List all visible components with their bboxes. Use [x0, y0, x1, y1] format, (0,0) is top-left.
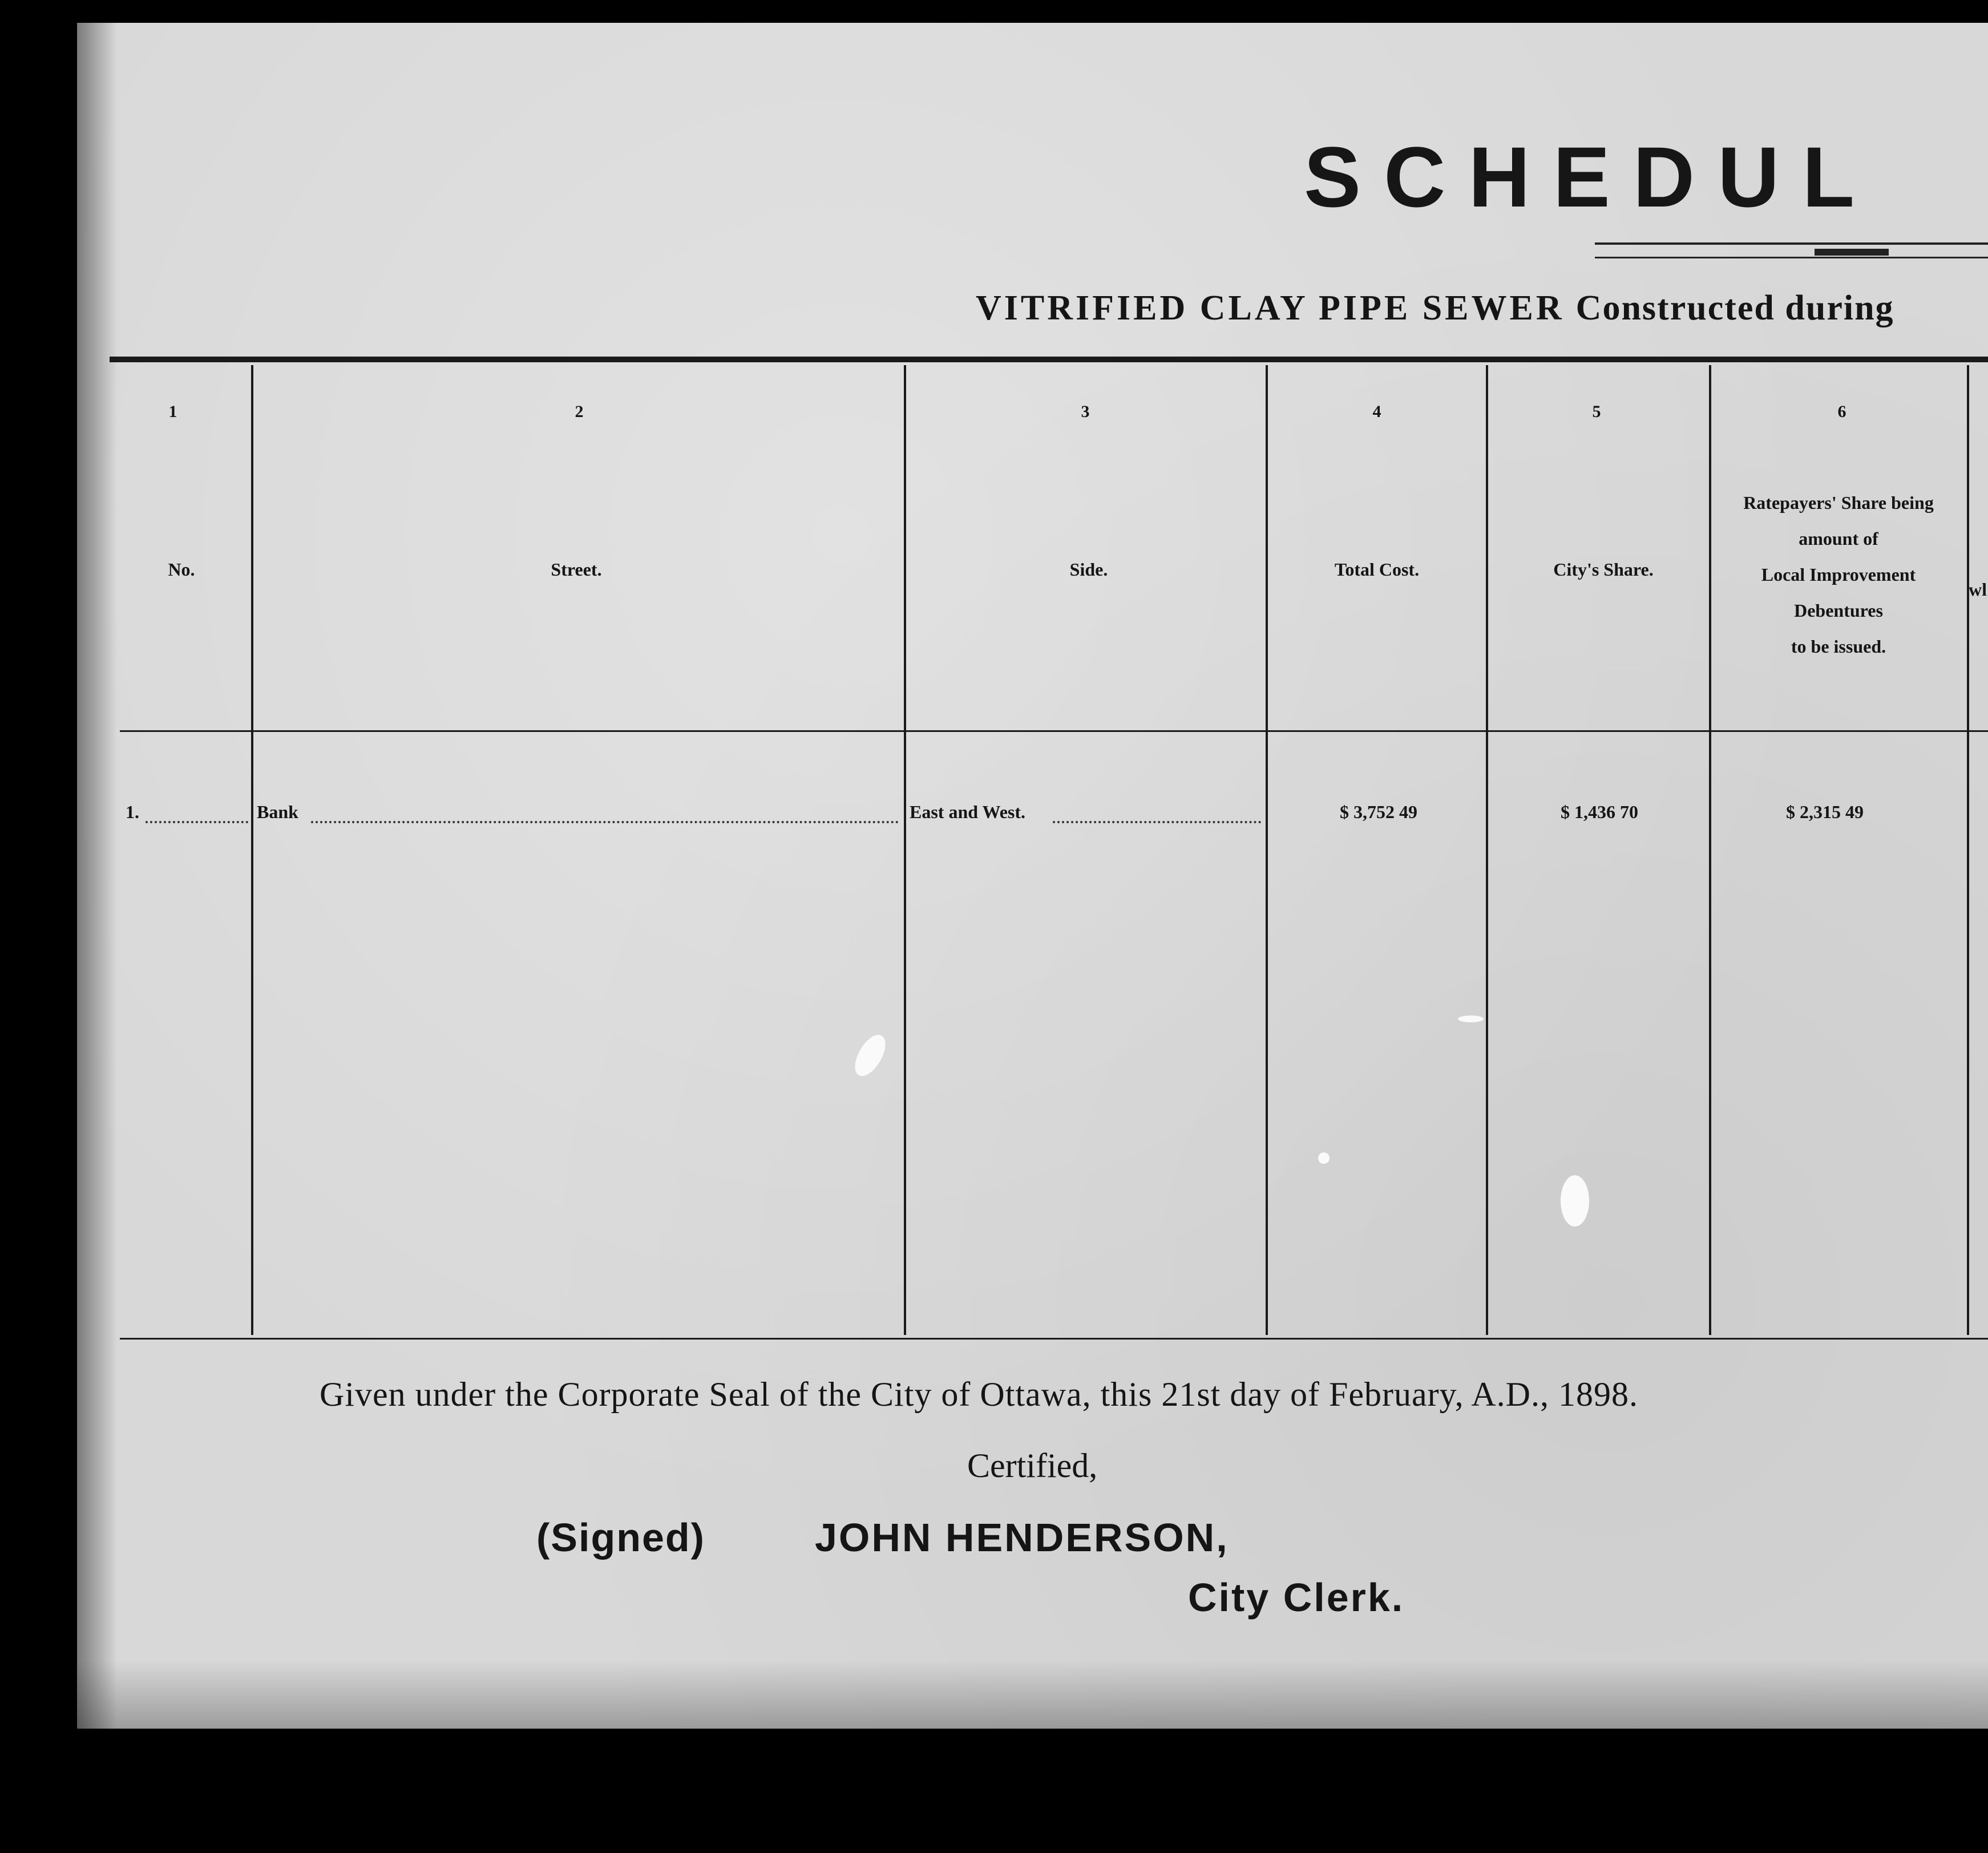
column-divider-2 [904, 365, 906, 1335]
corporate-seal-statement: Given under the Corporate Seal of the City of Ottawa, this 21st day of February, A.D., 1898. [320, 1375, 1639, 1413]
header-total-cost: Total Cost. [1334, 559, 1420, 580]
row-1-no: 1. [126, 802, 139, 822]
table-bottom-rule [120, 1338, 1988, 1340]
page-fold-shadow [77, 23, 117, 1729]
column-number-1: 1 [168, 402, 177, 421]
header-city-share: City's Share. [1553, 559, 1654, 580]
paper-speck [1318, 1152, 1330, 1164]
row-1-street-leader [311, 802, 899, 823]
header-side: Side. [1069, 559, 1108, 580]
header-ratepayers-line-1: Ratepayers' Share being [1743, 492, 1934, 513]
title-rule-ornament [1815, 249, 1889, 256]
column-number-4: 4 [1372, 402, 1381, 421]
row-1-city-share: $ 1,436 70 [1561, 802, 1638, 822]
column-number-3: 3 [1081, 402, 1090, 421]
column-divider-3 [1266, 365, 1268, 1335]
header-bottom-rule [120, 730, 1988, 732]
title-rule-bottom [1595, 257, 1988, 258]
row-1-ratepayers-share: $ 2,315 49 [1786, 802, 1864, 822]
row-1-side-leader [1053, 802, 1261, 823]
header-ratepayers-line-5: to be issued. [1791, 636, 1886, 657]
column-divider-1 [251, 365, 253, 1335]
header-ratepayers-line-2: amount of [1799, 528, 1878, 549]
schedule-title: SCHEDUL [1304, 129, 1878, 225]
signed-label: (Signed) [536, 1515, 705, 1560]
page-bottom-shadow [77, 1660, 1988, 1729]
table-top-rule [110, 357, 1988, 362]
paper-speck [1561, 1175, 1589, 1227]
header-ratepayers-line-4: Debentures [1794, 600, 1883, 621]
header-cut-off-fragment: wl [1969, 579, 1987, 600]
signer-title: City Clerk. [1188, 1575, 1405, 1620]
column-number-6: 6 [1837, 402, 1846, 421]
header-no: No. [168, 559, 195, 580]
certified-label: Certified, [967, 1447, 1098, 1484]
signer-name: JOHN HENDERSON, [815, 1515, 1229, 1560]
header-street: Street. [551, 559, 602, 580]
column-divider-5 [1709, 365, 1711, 1335]
row-1-side: East and West. [910, 802, 1026, 822]
subtitle-sewer-type: VITRIFIED CLAY PIPE SEWER [976, 289, 1565, 327]
column-divider-4 [1486, 365, 1488, 1335]
column-divider-6 [1967, 365, 1969, 1335]
subtitle-constructed: Constructed during [1575, 289, 1894, 327]
row-1-street: Bank [257, 802, 298, 822]
header-ratepayers-share [1719, 485, 1958, 665]
column-number-2: 2 [575, 402, 584, 421]
column-number-5: 5 [1592, 402, 1601, 421]
header-ratepayers-line-3: Local Improvement [1761, 564, 1916, 585]
paper-speck [1458, 1015, 1484, 1022]
row-1-no-leader [146, 802, 248, 823]
schedule-subtitle [976, 288, 1894, 329]
title-rule-top [1595, 242, 1988, 245]
row-1-total-cost: $ 3,752 49 [1340, 802, 1417, 822]
